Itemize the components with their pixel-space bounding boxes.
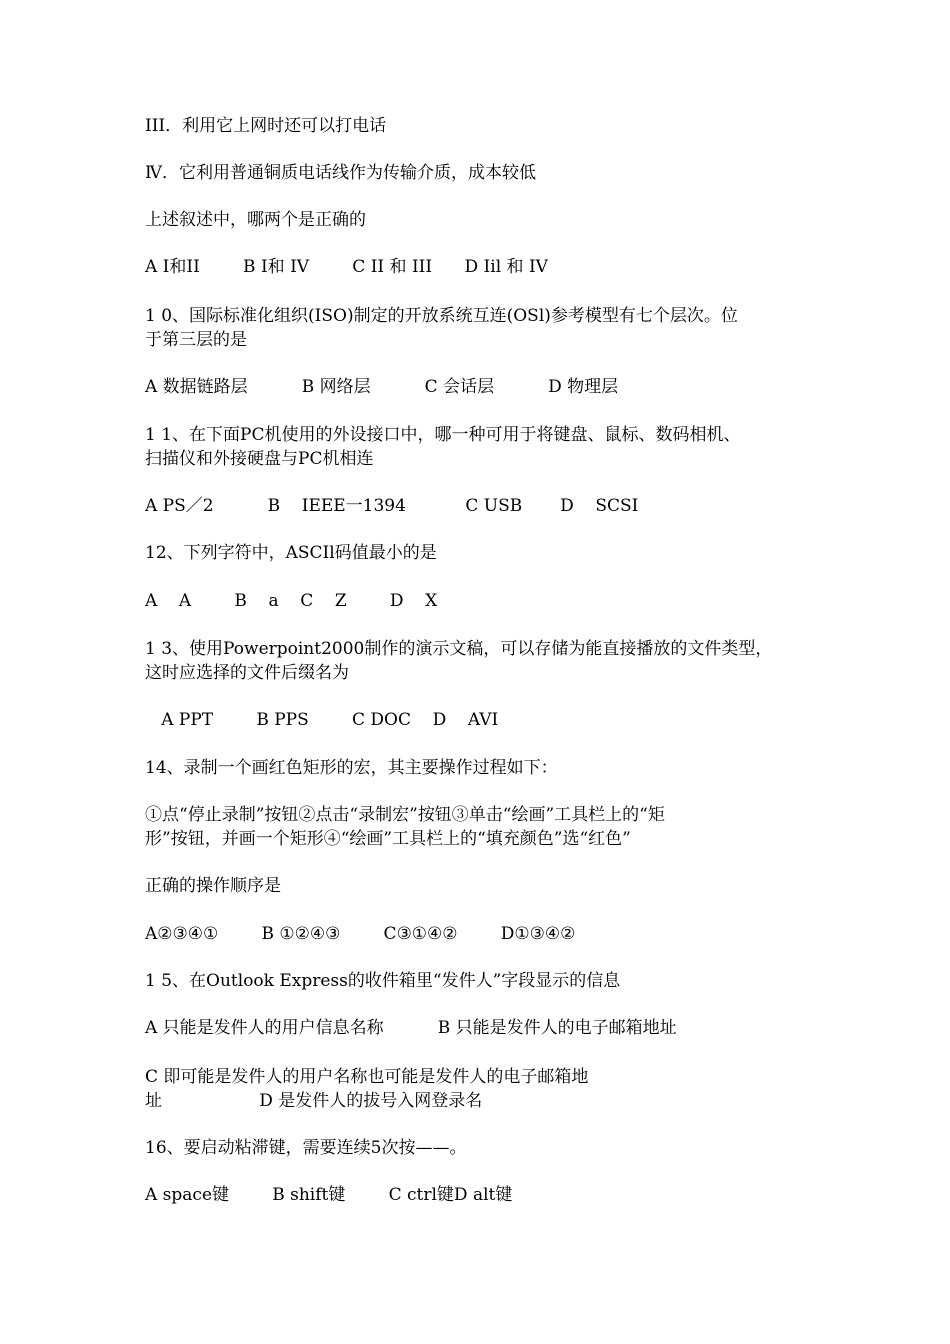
text-line: 扫描仪和外接硬盘与PC机相连: [145, 449, 374, 469]
answer-options: A 只能是发件人的用户信息名称 B 只能是发件人的电子邮箱地址: [145, 1018, 677, 1038]
text-line: 于第三层的是: [145, 330, 247, 350]
text-line: 形”按钮，并画一个矩形④“绘画”工具栏上的“填充颜色”选“红色”: [145, 829, 631, 849]
answer-options: A 数据链路层 B 网络层 C 会话层 D 物理层: [145, 377, 619, 397]
text-line: 这时应选择的文件后缀名为: [145, 663, 349, 683]
question-15: 1 5、在Outlook Express的收件箱里“发件人”字段显示的信息: [145, 971, 621, 991]
question-14: 14、录制一个画红色矩形的宏，其主要操作过程如下：: [145, 758, 558, 778]
answer-options: C 即可能是发件人的用户名称也可能是发件人的电子邮箱地: [145, 1067, 589, 1087]
question-13: 1 3、使用Powerpoint2000制作的演示文稿，可以存储为能直接播放的文件类型，: [145, 639, 773, 659]
answer-options: A I和II B I和 IV C II 和 III D Iil 和 IV: [145, 257, 548, 277]
text-line: III．利用它上网时还可以打电话: [145, 116, 387, 136]
answer-options: A②③④① B ①②④③ C③①④② D①③④②: [145, 924, 576, 944]
answer-options: A A B a C Z D X: [145, 591, 438, 611]
answer-options: A space键 B shift键 C ctrl键D alt键: [145, 1185, 513, 1205]
answer-options: 址 D 是发件人的拔号入网登录名: [145, 1091, 483, 1111]
text-line: Ⅳ．它利用普通铜质电话线作为传输介质，成本较低: [145, 163, 536, 183]
text-line: 正确的操作顺序是: [145, 876, 281, 896]
question-16: 16、要启动粘滞键，需要连续5次按——。: [145, 1138, 467, 1158]
text-line: 上述叙述中，哪两个是正确的: [145, 210, 366, 230]
text-line: ①点“停止录制”按钮②点击“录制宏”按钮③单击“绘画”工具栏上的“矩: [145, 805, 665, 825]
answer-options: A PPT B PPS C DOC D AVI: [145, 710, 499, 730]
answer-options: A PS／2 B IEEE一1394 C USB D SCSI: [145, 496, 639, 516]
question-10: 1 0、国际标准化组织(ISO)制定的开放系统互连(OSl)参考模型有七个层次。位: [145, 306, 738, 326]
question-12: 12、下列字符中，ASCIl码值最小的是: [145, 543, 437, 563]
question-11: 1 1、在下面PC机使用的外设接口中，哪一种可用于将键盘、鼠标、数码相机、: [145, 425, 741, 445]
